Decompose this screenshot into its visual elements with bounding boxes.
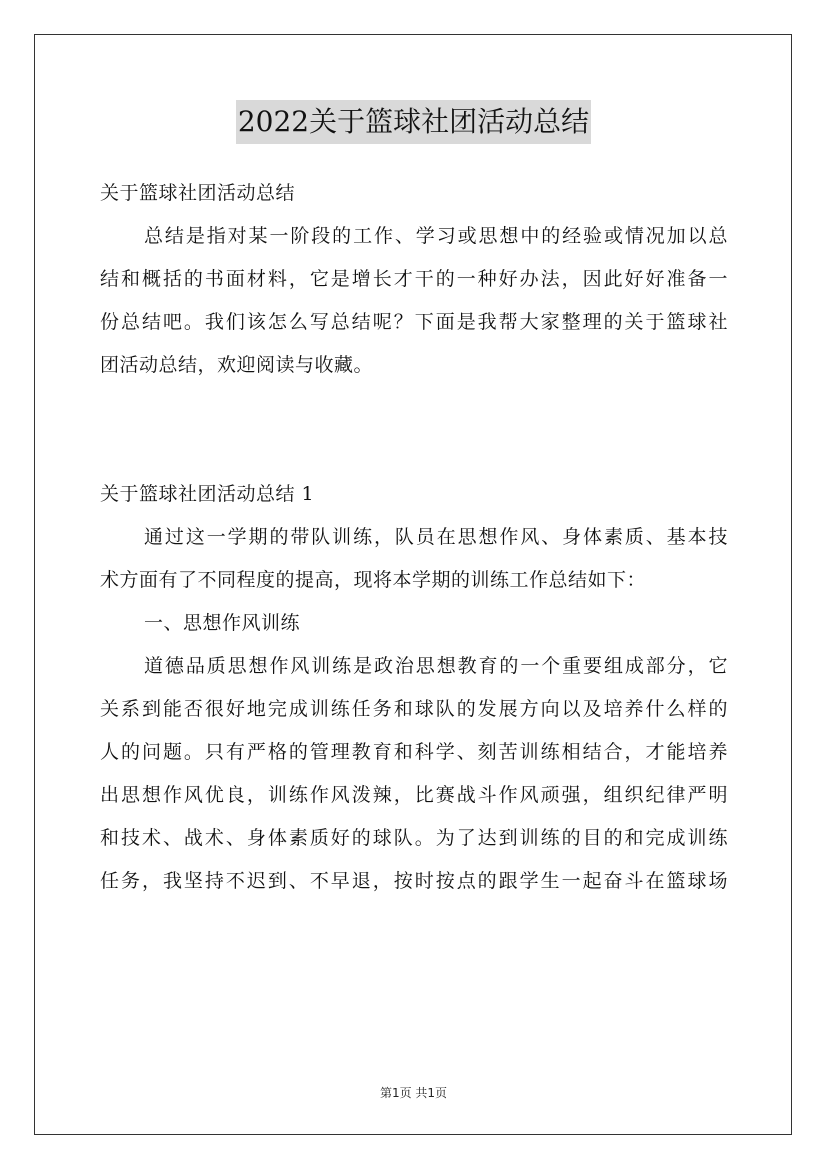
body-line: 出思想作风优良，训练作风泼辣，比赛战斗作风顽强，组织纪律严明 <box>100 784 728 806</box>
title-container <box>0 100 827 144</box>
document-title: 2022关于篮球社团活动总结 <box>236 100 591 144</box>
body-line: 和技术、战术、身体素质好的球队。为了达到训练的目的和完成训练 <box>100 827 728 849</box>
intro-line: 结和概括的书面材料，它是增长才干的一种好办法，因此好好准备一 <box>100 268 728 290</box>
page-footer: 第1页 共1页 <box>379 1086 448 1100</box>
intro-line: 团活动总结，欢迎阅读与收藏。 <box>100 354 374 376</box>
section-intro-line: 术方面有了不同程度的提高，现将本学期的训练工作总结如下： <box>100 569 647 591</box>
body-line: 任务，我坚持不迟到、不早退，按时按点的跟学生一起奋斗在篮球场 <box>100 870 728 892</box>
body-line: 关系到能否很好地完成训练任务和球队的发展方向以及培养什么样的 <box>100 698 728 720</box>
section-heading: 关于篮球社团活动总结 1 <box>100 483 315 505</box>
intro-line: 总结是指对某一阶段的工作、学习或思想中的经验或情况加以总 <box>144 225 728 247</box>
body-line: 人的问题。只有严格的管理教育和科学、刻苦训练相结合，才能培养 <box>100 741 728 763</box>
paragraph-gap <box>100 387 728 473</box>
section-intro-line: 通过这一学期的带队训练，队员在思想作风、身体素质、基本技 <box>144 526 728 548</box>
document-subtitle: 关于篮球社团活动总结 <box>100 182 296 204</box>
intro-line: 份总结吧。我们该怎么写总结呢？下面是我帮大家整理的关于篮球社 <box>100 311 728 333</box>
subheading: 一、思想作风训练 <box>144 612 301 634</box>
document-body <box>100 172 728 903</box>
body-line: 道德品质思想作风训练是政治思想教育的一个重要组成部分，它 <box>144 655 728 677</box>
